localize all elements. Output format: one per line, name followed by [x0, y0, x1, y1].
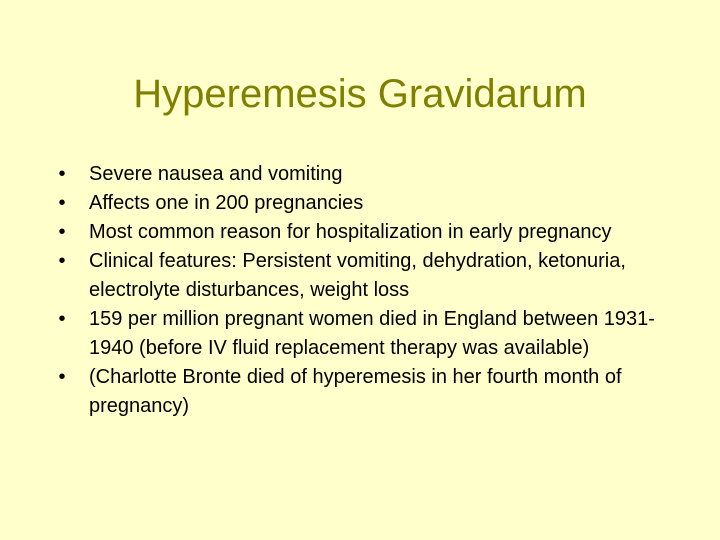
slide-title: Hyperemesis Gravidarum: [133, 72, 587, 116]
bullet-item: [52, 218, 662, 247]
bullet-list: [52, 160, 662, 421]
bullet-text: Severe nausea and vomiting: [89, 163, 343, 185]
bullet-item: [52, 363, 662, 421]
bullet-text: 159 per million pregnant women died in England between 1931-1940 (before IV fluid replacement therapy was available): [89, 308, 655, 359]
bullet-item: [52, 305, 662, 363]
bullet-dot-icon: •: [58, 163, 66, 185]
bullet-text: Affects one in 200 pregnancies: [89, 192, 364, 214]
bullet-item: [52, 189, 662, 218]
bullet-item: [52, 247, 662, 305]
bullet-dot-icon: •: [58, 221, 66, 243]
bullet-dot-icon: •: [58, 250, 66, 272]
bullet-dot-icon: •: [58, 308, 66, 330]
bullet-text: Most common reason for hospitalization in early pregnancy: [89, 221, 612, 243]
bullet-dot-icon: •: [58, 366, 66, 388]
bullet-dot-icon: •: [58, 192, 66, 214]
bullet-text: Clinical features: Persistent vomiting, dehydration, ketonuria, electrolyte disturbances, weight loss: [89, 250, 626, 301]
bullet-item: [52, 160, 662, 189]
bullet-text: (Charlotte Bronte died of hyperemesis in her fourth month of pregnancy): [89, 366, 622, 417]
